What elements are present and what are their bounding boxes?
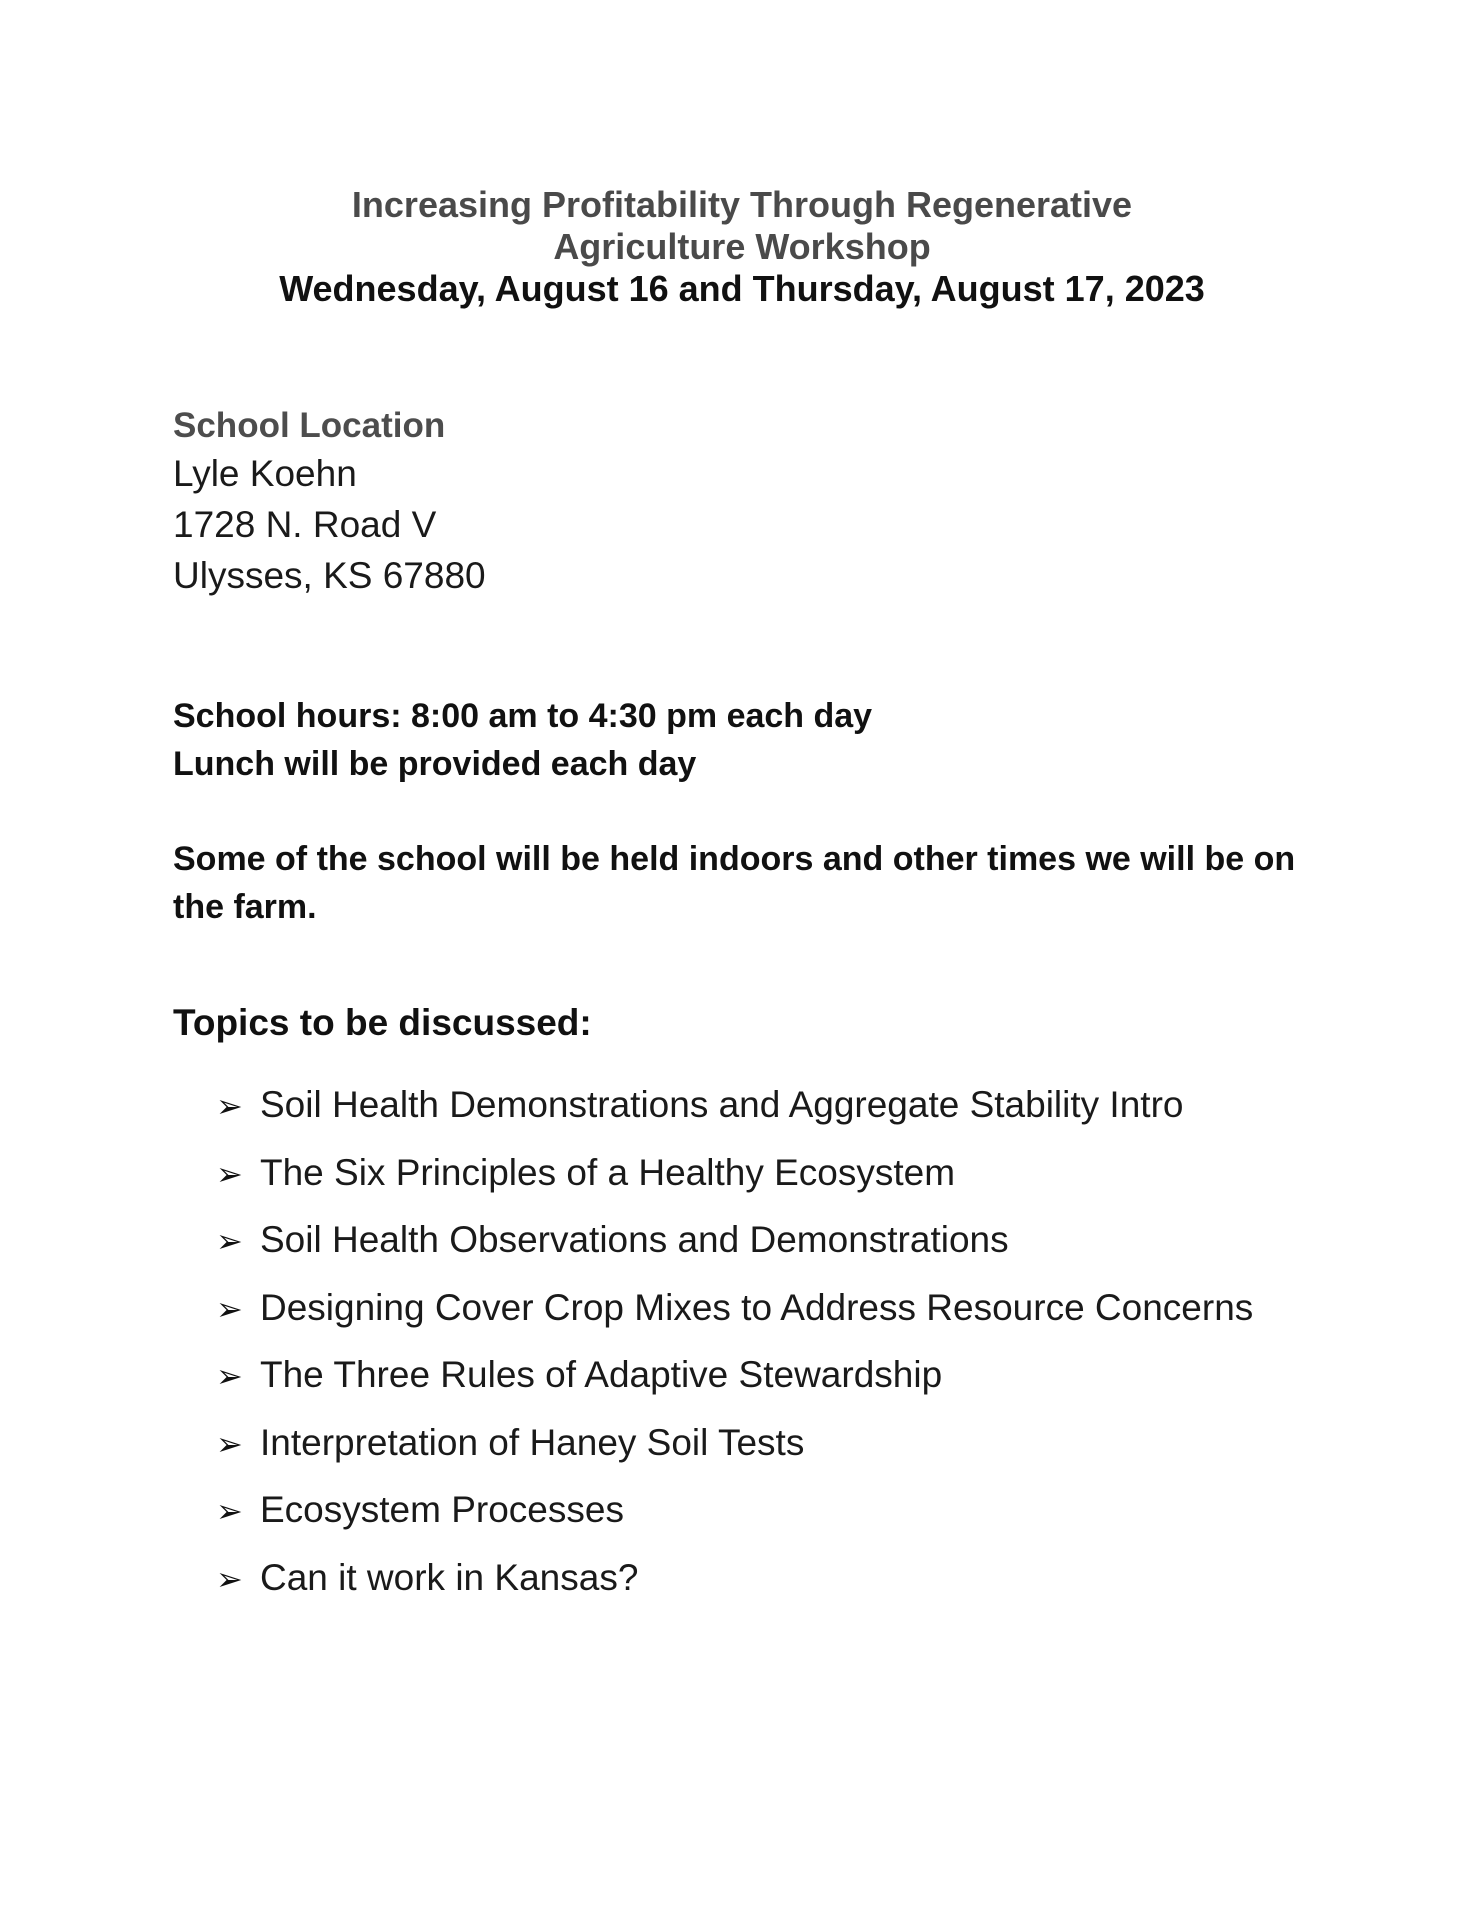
arrowhead-bullet-icon: ➢ <box>216 1357 243 1395</box>
topics-list <box>216 1072 1253 1612</box>
topics-heading: Topics to be discussed: <box>173 1002 592 1043</box>
document-header <box>0 184 1484 310</box>
location-label: School Location <box>173 406 446 445</box>
list-item <box>216 1477 1253 1545</box>
arrowhead-bullet-icon: ➢ <box>216 1087 243 1125</box>
school-hours: School hours: 8:00 am to 4:30 pm each day <box>173 697 873 735</box>
arrowhead-bullet-icon: ➢ <box>216 1424 243 1463</box>
location-city: Ulysses, KS 67880 <box>173 555 486 596</box>
topic-text: The Three Rules of Adaptive Stewardship <box>260 1354 943 1395</box>
location-name: Lyle Koehn <box>173 453 357 494</box>
list-item <box>216 1140 1253 1208</box>
list-item <box>216 1072 1253 1140</box>
arrowhead-bullet-icon: ➢ <box>216 1289 243 1328</box>
arrowhead-bullet-icon: ➢ <box>216 1222 243 1260</box>
title-line-1: Increasing Profitability Through Regenerative <box>351 184 1133 225</box>
title-line-2: Agriculture Workshop <box>553 226 931 267</box>
workshop-dates: Wednesday, August 16 and Thursday, August 17, 2023 <box>279 268 1205 309</box>
topic-text: Designing Cover Crop Mixes to Address Resource Concerns <box>260 1286 1254 1328</box>
list-item <box>216 1207 1253 1275</box>
topic-text: Soil Health Observations and Demonstrations <box>260 1219 1009 1260</box>
list-item <box>216 1410 1253 1478</box>
arrowhead-bullet-icon: ➢ <box>216 1154 243 1193</box>
topic-text: The Six Principles of a Healthy Ecosystem <box>260 1151 956 1193</box>
location-street: 1728 N. Road V <box>173 504 437 545</box>
arrowhead-bullet-icon: ➢ <box>216 1559 243 1598</box>
topic-text: Soil Health Demonstrations and Aggregate Stability Intro <box>260 1084 1184 1125</box>
topic-text: Ecosystem Processes <box>260 1489 624 1530</box>
list-item <box>216 1342 1253 1410</box>
lunch-note: Lunch will be provided each day <box>173 745 697 783</box>
list-item <box>216 1545 1253 1613</box>
topic-text: Interpretation of Haney Soil Tests <box>260 1421 805 1463</box>
list-item <box>216 1275 1253 1343</box>
school-location <box>173 404 486 601</box>
arrowhead-bullet-icon: ➢ <box>216 1492 243 1530</box>
school-schedule <box>173 692 872 788</box>
topic-text: Can it work in Kansas? <box>260 1556 639 1598</box>
venue-note: Some of the school will be held indoors and other times we will be on the farm. <box>173 840 1296 926</box>
